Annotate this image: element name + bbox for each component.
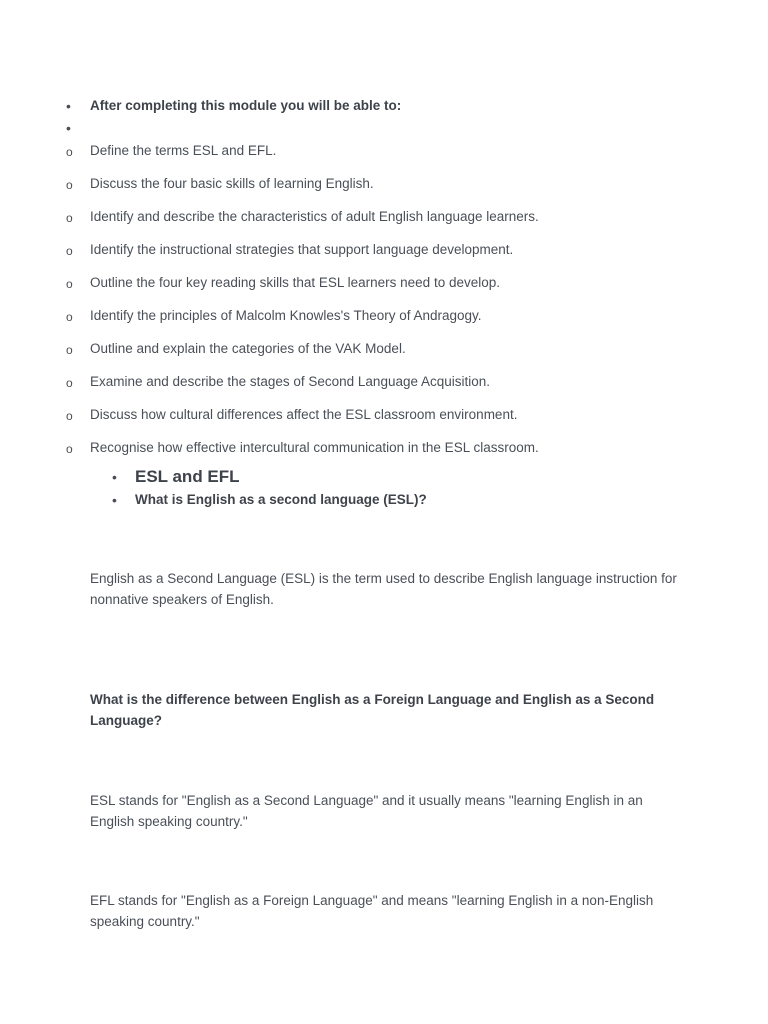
efl-definition-paragraph: EFL stands for "English as a Foreign Language" and means "learning English in a non-English speaking country." bbox=[90, 893, 654, 929]
circle-marker: o bbox=[66, 343, 73, 357]
objective-text: Define the terms ESL and EFL. bbox=[90, 143, 277, 158]
circle-marker: o bbox=[66, 244, 73, 258]
bullet-marker: • bbox=[112, 492, 117, 508]
answer-esl-paragraph: English as a Second Language (ESL) is the term used to describe English language instruction for nonnative speakers of English. bbox=[90, 571, 677, 607]
objective-text: Examine and describe the stages of Second Language Acquisition. bbox=[90, 374, 491, 389]
objective-text: Identify the principles of Malcolm Knowles's Theory of Andragogy. bbox=[90, 308, 482, 323]
bullet-marker: • bbox=[66, 98, 71, 114]
circle-marker: o bbox=[66, 277, 73, 291]
objective-text: Discuss the four basic skills of learning English. bbox=[90, 176, 374, 191]
circle-marker: o bbox=[66, 211, 73, 225]
objective-text: Identify the instructional strategies that support language development. bbox=[90, 242, 514, 257]
question-esl: What is English as a second language (ESL)? bbox=[135, 492, 427, 507]
esl-definition-paragraph: ESL stands for "English as a Second Language" and it usually means "learning English in an English speaking country." bbox=[90, 793, 643, 829]
bullet-marker: • bbox=[112, 469, 117, 485]
objective-text: Outline and explain the categories of the VAK Model. bbox=[90, 341, 406, 356]
objective-text: Identify and describe the characteristics of adult English language learners. bbox=[90, 209, 539, 224]
circle-marker: o bbox=[66, 376, 73, 390]
question-difference: What is the difference between English as a Foreign Language and English as a Second Language? bbox=[90, 692, 655, 728]
circle-marker: o bbox=[66, 145, 73, 159]
objective-text: Discuss how cultural differences affect the ESL classroom environment. bbox=[90, 407, 518, 422]
circle-marker: o bbox=[66, 409, 73, 423]
circle-marker: o bbox=[66, 178, 73, 192]
circle-marker: o bbox=[66, 310, 73, 324]
objective-text: Outline the four key reading skills that ESL learners need to develop. bbox=[90, 275, 500, 290]
bullet-marker: • bbox=[66, 120, 71, 136]
intro-heading: After completing this module you will be able to: bbox=[90, 98, 402, 113]
objective-text: Recognise how effective intercultural communication in the ESL classroom. bbox=[90, 440, 539, 455]
circle-marker: o bbox=[66, 442, 73, 456]
section-title: ESL and EFL bbox=[135, 467, 240, 486]
